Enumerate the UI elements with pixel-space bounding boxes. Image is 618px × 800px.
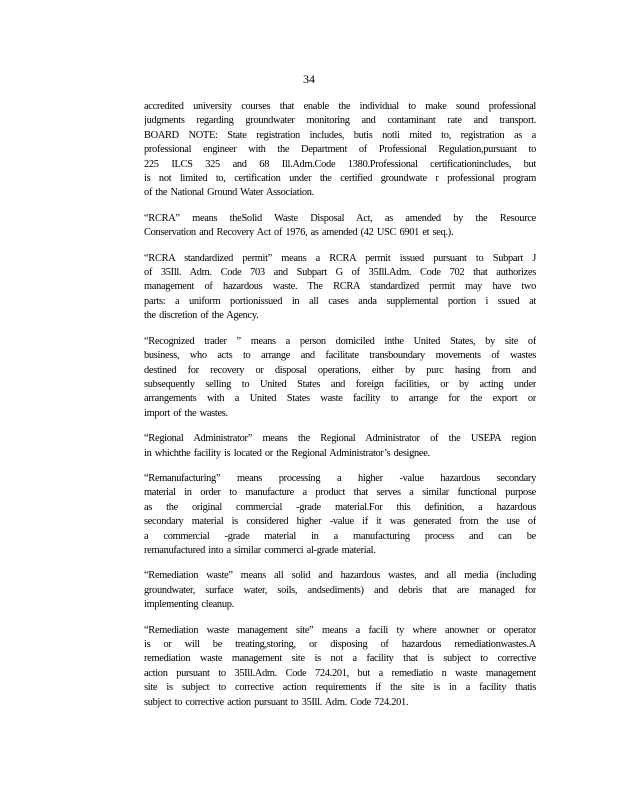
- text-line: “Remanufacturing” means processing a higher -value hazardous secondary: [144, 472, 536, 484]
- definition-paragraph: [144, 335, 536, 421]
- text-line: is not limited to, certification under the certified groundwate r professional program: [144, 173, 536, 185]
- text-line: is or will be treating,storing, or disposing of hazardous remediationwastes.A: [144, 639, 536, 650]
- text-line: judgments regarding groundwater monitoring and contaminant rate and transport.: [144, 115, 536, 127]
- text-line: 225 ILCS 325 and 68 Ill.Adm.Code 1380.Professional certificationincludes, but: [144, 158, 536, 170]
- page-number: 34: [303, 72, 315, 86]
- definition-paragraph: [144, 212, 536, 241]
- text-line: destined for recovery or disposal operations, either by purc hasing from and: [144, 364, 536, 376]
- definition-paragraph: [144, 472, 536, 558]
- text-line: arrangements with a United States waste facility to arrange for the export or: [144, 393, 536, 405]
- text-line: management of hazardous waste. The RCRA standardized permit may have two: [144, 281, 536, 293]
- text-line: remanufactured into a similar commerci al-grade material.: [144, 544, 376, 556]
- text-line: import of the wastes.: [144, 407, 228, 419]
- text-line: as the original commercial -grade material.For this definition, a hazardous: [144, 501, 536, 513]
- text-line: “Regional Administrator” means the Regional Administrator of the USEPA region: [144, 433, 536, 445]
- text-line: remediation waste management site is not a facility that is subject to corrective: [144, 653, 536, 665]
- text-line: material in order to manufacture a product that serves a similar functional purpose: [144, 487, 536, 499]
- text-line: “RCRA standardized permit” means a RCRA permit issued pursuant to Subpart J: [144, 252, 536, 264]
- text-line: Conservation and Recovery Act of 1976, as amended (42 USC 6901 et seq.).: [144, 227, 454, 239]
- text-line: groundwater, surface water, soils, andsediments) and debris that are managed for: [144, 584, 536, 596]
- definition-paragraph: [144, 569, 536, 612]
- text-line: “Remediation waste” means all solid and hazardous wastes, and all media (including: [144, 570, 536, 582]
- text-line: accredited university courses that enable the individual to make sound professional: [144, 101, 536, 112]
- text-line: subsequently selling to United States and foreign facilities, or by acting under: [144, 378, 536, 390]
- text-line: implementing cleanup.: [144, 599, 234, 611]
- definition-paragraph: [144, 100, 536, 201]
- definitions-text: [144, 100, 536, 721]
- text-line: the discretion of the Agency.: [144, 310, 259, 322]
- definition-paragraph: [144, 624, 536, 710]
- text-line: of the National Ground Water Association.: [144, 187, 315, 199]
- text-line: business, who acts to arrange and facilitate transboundary movements of wastes: [144, 350, 536, 362]
- text-line: “RCRA” means theSolid Waste Disposal Act, as amended by the Resource: [144, 212, 536, 224]
- text-line: site is subject to corrective action requirements if the site is in a facility thatis: [144, 682, 536, 694]
- text-line: BOARD NOTE: State registration includes, butis notli mited to, registration as a: [144, 129, 536, 141]
- text-line: subject to corrective action pursuant to 35Ill. Adm. Code 724.201.: [144, 696, 409, 708]
- text-line: professional engineer with the Department of Professional Regulation,pursuant to: [144, 144, 536, 156]
- text-line: of 35Ill. Adm. Code 703 and Subpart G of 35Ill.Adm. Code 702 that authorizes: [144, 267, 536, 279]
- text-line: parts: a uniform portionissued in all cases anda supplemental portion i ssued at: [144, 295, 536, 307]
- text-line: “Remediation waste management site” means a facili ty where anowner or operator: [144, 624, 536, 636]
- text-line: action pursuant to 35Ill.Adm. Code 724.201, but a remediatio n waste management: [144, 667, 536, 679]
- text-line: “Recognized trader ” means a person domiciled inthe United States, by site of: [144, 335, 536, 347]
- text-line: in whichthe facility is located or the Regional Administrator’s designee.: [144, 447, 430, 459]
- definition-paragraph: [144, 252, 536, 324]
- text-line: a commercial -grade material in a manufacturing process and can be: [144, 530, 536, 542]
- definition-paragraph: [144, 432, 536, 461]
- text-line: secondary material is considered higher -value if it was generated from the use of: [144, 516, 536, 528]
